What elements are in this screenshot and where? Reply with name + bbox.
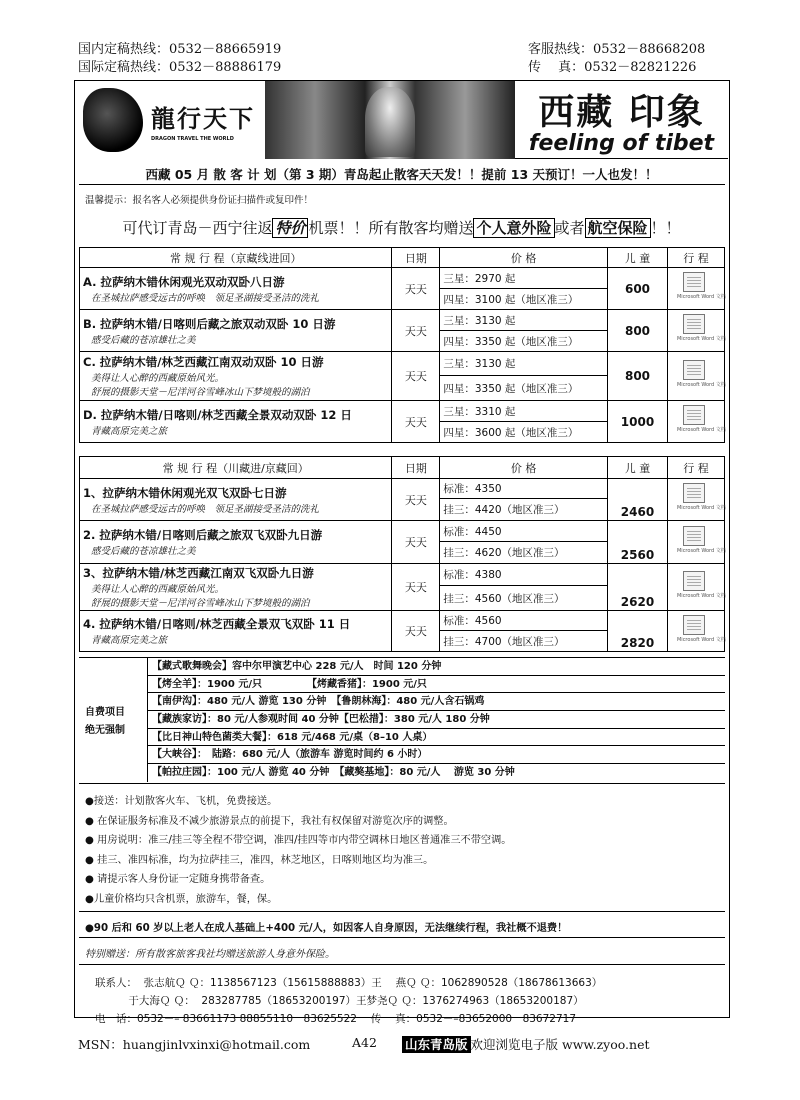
route-subtitle: 在圣城拉萨感受远古的呼唤 领足圣湖接受圣洁的洗礼	[91, 503, 320, 515]
child-price: 2620	[608, 564, 668, 611]
word-doc-icon	[676, 272, 726, 302]
price-line: 标准：4560	[440, 611, 608, 631]
title-cn: 西藏 印象	[538, 91, 705, 133]
child-price: 2820	[608, 611, 668, 652]
logo-cn: 龍行天下	[151, 103, 255, 133]
page-number: A42	[352, 1035, 377, 1050]
price-line: 标准：4350	[440, 479, 608, 499]
price-line: 标准：4380	[440, 564, 608, 586]
note-item: ●接送：计划散客火车、飞机，免费接送。	[85, 796, 278, 807]
doc-label: Microsoft Word 文档	[676, 381, 726, 388]
route-title: A. 拉萨纳木错休闲观光双动双卧八日游	[83, 274, 285, 289]
price-line: 四星：3350 起（地区准三）	[440, 376, 608, 401]
route-subtitle: 青藏高原完美之旅	[91, 425, 168, 437]
elderly-note: ●90 后和 60 岁以上老人在成人基础上+400 元/人，如因客人自身原因，无法继续行程，我社概不退费！	[85, 923, 568, 934]
route-cell	[80, 268, 392, 310]
note-item: ●儿童价格均只含机票，旅游车，餐，保。	[85, 893, 278, 905]
price-line: 四星：3100 起（地区准三）	[440, 289, 608, 310]
optional-label: 自费项目	[85, 707, 125, 718]
table-row	[80, 268, 725, 289]
optional-item: 【帕拉庄园】：100 元/人 游览 40 分钟 【藏獒基地】：80 元/人 游览 30 分钟	[152, 767, 515, 779]
word-doc-icon	[676, 526, 726, 556]
service-hotline: 客服热线：0532－88668208	[528, 42, 706, 57]
buddha-image	[365, 87, 415, 157]
table-row	[80, 564, 725, 586]
child-price: 1000	[608, 401, 668, 443]
doc-cell	[667, 479, 724, 521]
divider	[79, 937, 725, 938]
itinerary-table-1: 常 规 行 程（京藏线进回） 日期 价 格 儿 童 行 程 A. 拉萨纳木错休闲观光双动双卧八日游 在圣城拉萨感受远古的呼唤 领足圣湖接受圣洁的洗礼 天天 三星：2970 起 600 Microsoft Word 文档 四星：3100 起（地区准三） B. 拉萨纳木错/日喀则后藏之旅双动双卧 10 日游 感受后藏的苍凉雄壮之美 天天 三星：3130 起 800 Microsoft Word 文档 四星：3350 起（地区准三） C. 拉萨纳木错/林芝西藏江南双动双卧 10 日游 美得让人心醉的西藏原始风光。 舒展的摄影天堂－尼洋河谷雪峰冰山下梦境般的湖泊 天天 三星：3130 起 800 Microsoft Word 文档 四星：3350 起（地区准三） D. 拉萨纳木错/日喀则/林芝西藏全景双动双卧 12 日 青藏高原完美之旅 天天 三星：3310 起 1000 Microsoft Word 文档 四星：3600 起（地区准三）	[79, 247, 725, 443]
plan-headline: 西藏 05 月 散 客 计 划（第 3 期）青岛起止散客天天发！！提前 13 天预订！一人也发！！	[145, 167, 658, 182]
word-doc-icon	[676, 483, 726, 513]
doc-label: Microsoft Word 文档	[676, 592, 726, 599]
price-line: 三星：3130 起	[440, 352, 608, 376]
price-line: 标准：4450	[440, 521, 608, 542]
route-title: C. 拉萨纳木错/林芝西藏江南双动双卧 10 日游	[83, 355, 324, 369]
child-price: 600	[608, 268, 668, 310]
route-cell	[80, 401, 392, 443]
price-line: 三星：3310 起	[440, 401, 608, 422]
child-price: 800	[608, 310, 668, 352]
optional-label-2: 绝无强制	[85, 725, 125, 736]
doc-label: Microsoft Word 文档	[676, 636, 726, 643]
route-subtitle: 感受后藏的苍凉雄壮之美	[91, 546, 196, 557]
promo-line: 可代订青岛－西宁往返 特价 机票！！所有散客均赠送 个人意外险 或者 航空保险 ！！	[122, 219, 681, 237]
table-row	[80, 352, 725, 376]
table-row	[80, 310, 725, 331]
contact-line: 于大海Ｑ Ｑ： 283287785（18653200197）王梦尧Ｑ Ｑ：1376274963（18653200187）	[95, 995, 584, 1007]
doc-cell	[667, 611, 724, 652]
word-doc-icon	[676, 571, 726, 601]
date-cell: 天天	[392, 268, 440, 310]
price-line: 三星：3130 起	[440, 310, 608, 331]
word-doc-icon	[676, 405, 726, 435]
doc-label: Microsoft Word 文档	[676, 427, 726, 433]
table-row	[80, 401, 725, 422]
special-gift: 特别赠送：所有散客旅客我社均赠送旅游人身意外保险。	[85, 949, 335, 960]
route-cell	[80, 352, 392, 401]
doc-cell	[667, 268, 724, 310]
doc-cell	[667, 401, 724, 443]
temple-photo	[265, 81, 515, 159]
route-subtitle: 感受后藏的苍凉雄壮之美	[91, 334, 196, 346]
doc-cell	[667, 564, 724, 611]
route-subtitle: 美得让人心醉的西藏原始风光。	[91, 584, 225, 595]
flyer-frame	[74, 80, 730, 1025]
domestic-hotline: 国内定稿热线：0532－88665919	[78, 42, 282, 57]
tip: 温馨提示：报名客人必须提供身份证扫描件或复印件！	[85, 195, 314, 206]
title-en: feeling of tibet	[528, 130, 715, 156]
route-title: B. 拉萨纳木错/日喀则后藏之旅双动双卧 10 日游	[83, 316, 336, 331]
dragon-icon	[83, 88, 143, 152]
price-line: 挂三：4700（地区准三）	[440, 631, 608, 652]
table-row	[80, 521, 725, 542]
price-line: 四星：3600 起（地区准三）	[440, 422, 608, 443]
optional-item: 【烤全羊】：1900 元/只 【烤藏香猪】：1900 元/只	[148, 676, 725, 694]
intl-hotline: 国际定稿热线：0532－88886179	[78, 60, 282, 75]
optional-item: 【大峡谷】： 陆路：680 元/人（旅游车 游览时间约 6 小时）	[148, 746, 725, 764]
optional-item: 【南伊沟】：480 元/人 游览 130 分钟 【鲁朗林海】：480 元/人含石锅鸡	[148, 693, 725, 711]
price-line: 三星：2970 起	[440, 268, 608, 289]
date-cell: 天天	[392, 611, 440, 652]
optional-item: 【比日神山特色菌类大餐】：618 元/468 元/桌（8–10 人桌）	[148, 729, 725, 747]
logo-en: DRAGON TRAVEL THE WORLD	[151, 135, 234, 142]
doc-cell	[667, 352, 724, 401]
note-item: ● 请提示客人身份证一定随身携带备查。	[85, 874, 271, 886]
logo	[75, 81, 265, 159]
route-title: D. 拉萨纳木错/日喀则/林芝西藏全景双动双卧 12 日	[83, 407, 352, 422]
route-subtitle: 美得让人心醉的西藏原始风光。	[91, 373, 225, 384]
child-price: 2460	[608, 479, 668, 521]
date-cell: 天天	[392, 310, 440, 352]
route-title: 1、拉萨纳木错休闲观光双飞双卧七日游	[83, 485, 287, 500]
date-cell: 天天	[392, 564, 440, 611]
route-title: 4. 拉萨纳木错/日喀则/林芝西藏全景双飞双卧 11 日	[83, 617, 351, 631]
optional-items	[147, 658, 725, 782]
word-doc-icon	[676, 360, 726, 390]
contact-block	[95, 974, 602, 1028]
child-price: 2560	[608, 521, 668, 564]
divider	[79, 911, 725, 912]
notes	[85, 792, 512, 910]
route-title: 3、拉萨纳木错/林芝西藏江南双飞双卧九日游	[83, 566, 314, 580]
route-subtitle: 舒展的摄影天堂－尼洋河谷雪峰冰山下梦境般的湖泊	[91, 387, 310, 398]
table-row	[80, 611, 725, 631]
route-cell	[80, 521, 392, 564]
footer-brand: 山东青岛版 欢迎浏览电子版 www.zyoo.net	[402, 1035, 650, 1053]
msn: MSN：huangjinlvxinxi@hotmail.com	[78, 1037, 311, 1052]
itinerary-table-2: 常 规 行 程（川藏进/京藏回） 日期 价 格 儿 童 行 程 1、拉萨纳木错休闲观光双飞双卧七日游 在圣城拉萨感受远古的呼唤 领足圣湖接受圣洁的洗礼 天天 标准：4350 2460 Microsoft Word 文档 挂三：4420（地区准三） 2. 拉萨纳木错/日喀则后藏之旅双飞双卧九日游 感受后藏的苍凉雄壮之美 天天 标准：4450 2560 Microsoft Word 文档 挂三：4620（地区准三） 3、拉萨纳木错/林芝西藏江南双飞双卧九日游 美得让人心醉的西藏原始风光。 舒展的摄影天堂－尼洋河谷雪峰冰山下梦境般的湖泊 天天 标准：4380 2620 Microsoft Word 文档 挂三：4560（地区准三） 4. 拉萨纳木错/日喀则/林芝西藏全景双飞双卧 11 日 青藏高原完美之旅 天天 标准：4560 2820 Microsoft Word 文档 挂三：4700（地区准三）	[79, 456, 725, 652]
route-cell	[80, 479, 392, 521]
price-line: 挂三：4420（地区准三）	[440, 499, 608, 521]
route-cell	[80, 611, 392, 652]
doc-cell	[667, 310, 724, 352]
doc-cell	[667, 521, 724, 564]
route-cell	[80, 310, 392, 352]
note-item: ● 挂三、准四标准，均为拉萨挂三，准四，林芝地区，日喀则地区均为准三。	[85, 854, 434, 866]
note-item: ● 用房说明：准三/挂三等全程不带空调，准四/挂四等市内带空调林日地区普通准三不带空调。	[85, 835, 512, 847]
route-subtitle: 在圣城拉萨感受远古的呼唤 领足圣湖接受圣洁的洗礼	[91, 292, 320, 304]
route-title: 2. 拉萨纳木错/日喀则后藏之旅双飞双卧九日游	[83, 528, 323, 542]
date-cell: 天天	[392, 352, 440, 401]
child-price: 800	[608, 352, 668, 401]
fax-number: 传 真：0532－82821226	[528, 60, 697, 75]
price-line: 四星：3350 起（地区准三）	[440, 331, 608, 352]
banner	[75, 81, 728, 159]
date-cell: 天天	[392, 401, 440, 443]
word-doc-icon	[676, 314, 726, 344]
optional-item: 【藏式歌舞晚会】容中尔甲演艺中心 228 元/人 时间 120 分钟	[148, 658, 725, 676]
route-subtitle: 舒展的摄影天堂－尼洋河谷雪峰冰山下梦境般的湖泊	[91, 598, 310, 609]
doc-label: Microsoft Word 文档	[676, 294, 726, 300]
word-doc-icon	[676, 615, 726, 645]
contact-line: 电 话：0532－– 83661173 88855110 83625522 传 真：0532－–83652000 83672717	[95, 1013, 577, 1025]
divider	[79, 783, 725, 784]
contact-line: 联系人： 张志航Ｑ Ｑ：1138567123（15615888883）王 燕Ｑ Ｑ：1062890528（18678613663）	[95, 977, 603, 989]
note-item: ● 在保证服务标准及不减少旅游景点的前提下，我社有权保留对游览次序的调整。	[85, 815, 454, 827]
price-line: 挂三：4560（地区准三）	[440, 586, 608, 611]
route-subtitle: 青藏高原完美之旅	[91, 635, 168, 646]
divider	[79, 964, 725, 965]
date-cell: 天天	[392, 521, 440, 564]
route-cell	[80, 564, 392, 611]
optional-item: 【藏族家访】：80 元/人参观时间 40 分钟【巴松措】：380 元/人 180 分钟	[148, 711, 725, 729]
table-row	[80, 479, 725, 499]
doc-label: Microsoft Word 文档	[676, 336, 726, 342]
doc-label: Microsoft Word 文档	[676, 505, 726, 511]
doc-label: Microsoft Word 文档	[676, 547, 726, 554]
price-line: 挂三：4620（地区准三）	[440, 542, 608, 564]
date-cell: 天天	[392, 479, 440, 521]
divider	[79, 184, 725, 185]
